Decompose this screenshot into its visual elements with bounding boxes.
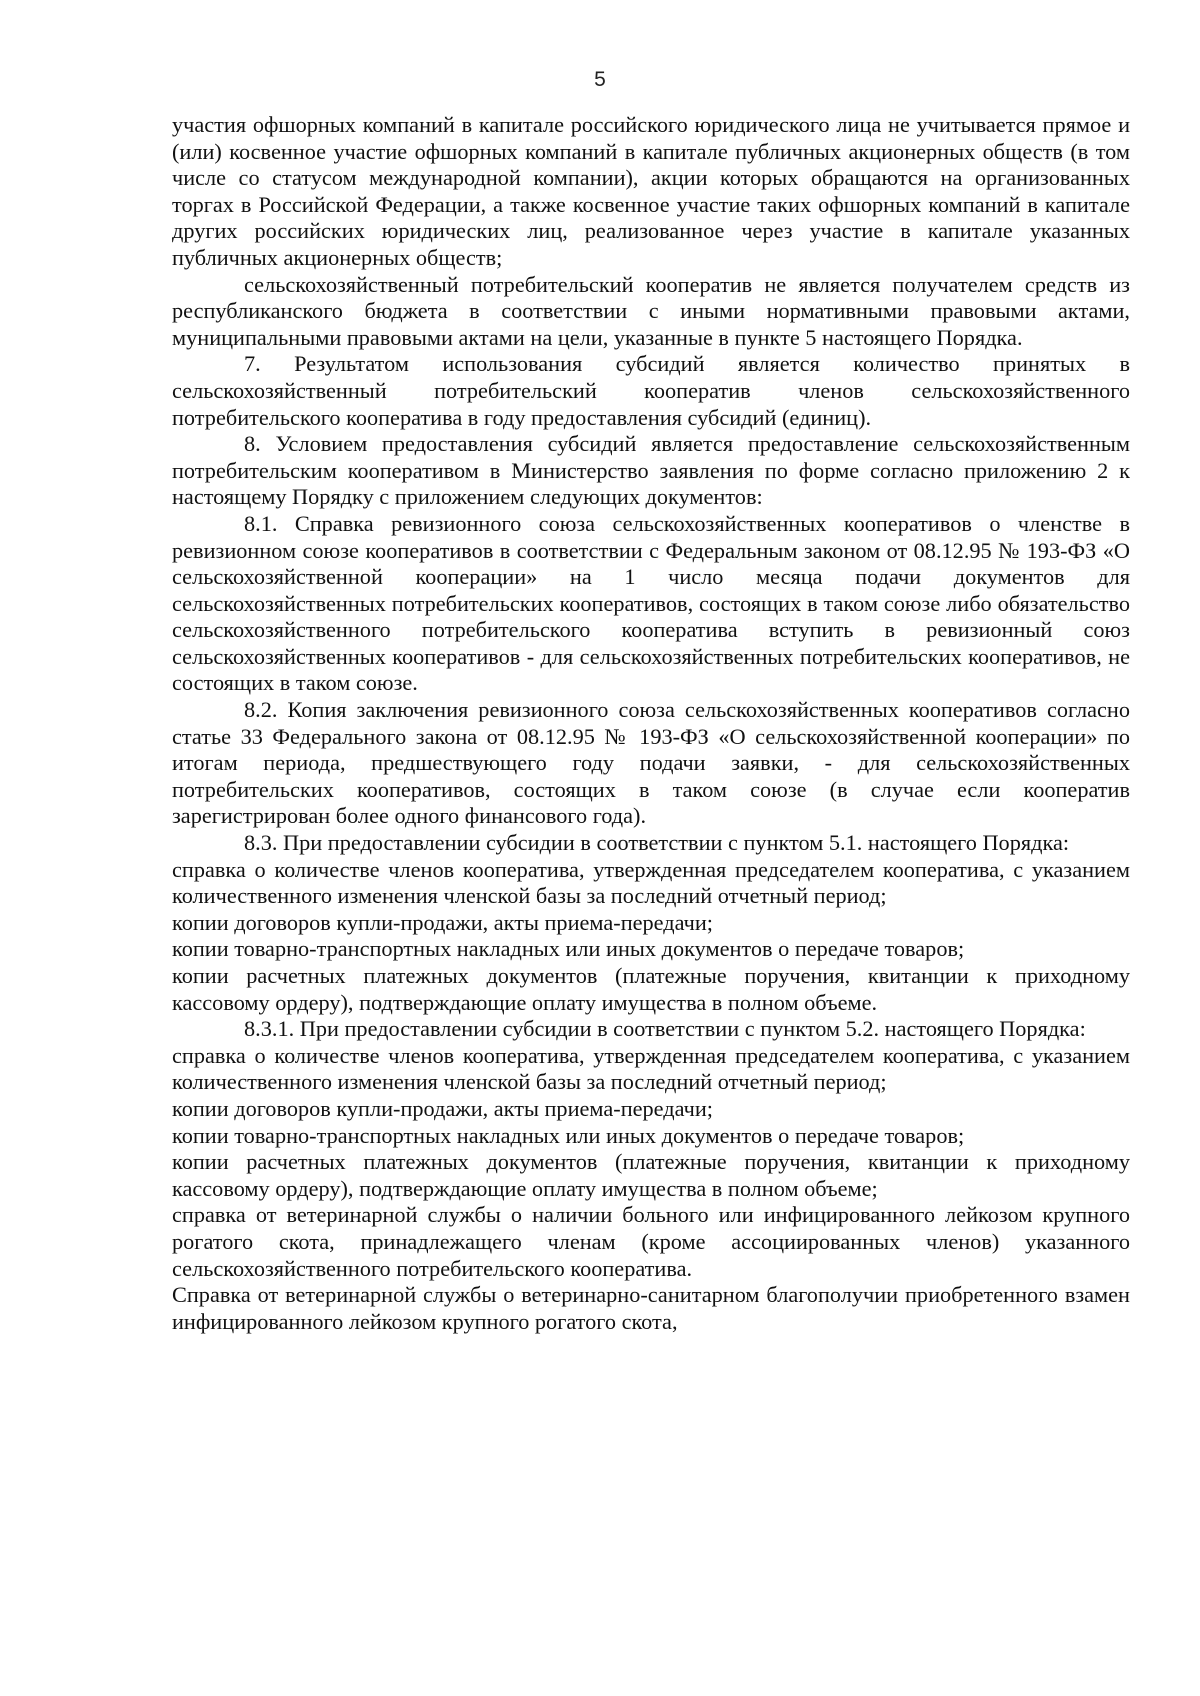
list-item-waybills: копии товарно-транспортных накладных или иных документов о передаче товаров; xyxy=(172,936,965,962)
paragraph-item-8-1: 8.1. Справка ревизионного союза сельскохозяйственных кооперативов о членстве в ревизионном союзе кооперативов в соответствии с Федеральным законом от 08.12.95 № 193-ФЗ «О сельскохозяйственной кооперации» на 1 число месяца подачи документов для сельскохозяйственных потребительских кооперативов, состоящих в таком союзе либо обязательство сельскохозяйственного потребительского кооператива вступить в ревизионный союз сельскохозяйственных кооперативов - для сельскохозяйственных потребительских кооперативов, не состоящих в таком союзе. xyxy=(172,510,1130,696)
list-item-sale-contracts: копии договоров купли-продажи, акты приема-передачи; xyxy=(172,909,713,935)
paragraph-offshore-participation: участия офшорных компаний в капитале российского юридического лица не учитывается прямое и (или) косвенное участие офшорных компаний в капитале публичных акционерных обществ (в том числе со статусом международной компании), акции которых обращаются на организованных торгах в Российской Федерации, а также косвенное участие таких офшорных компаний в капитале других российских юридических лиц, реализованное через участие в капитале указанных публичных акционерных обществ; xyxy=(172,112,1130,270)
page-number: 5 xyxy=(594,68,606,91)
list-item-veterinary-sanitary-certificate: Справка от ветеринарной службы о ветеринарно-санитарном благополучии приобретенного взамен инфицированного лейкозом крупного рогатого скота, xyxy=(172,1282,1130,1334)
list-item-members-certificate-2: справка о количестве членов кооператива, утвержденная председателем кооператива, с указанием количественного изменения членской базы за последний отчетный период; xyxy=(172,1042,1130,1095)
list-item-veterinary-leukosis-certificate: справка от ветеринарной службы о наличии больного или инфицированного лейкозом крупного рогатого скота, принадлежащего членам (кроме ассоциированных членов) указанного сельскохозяйственного потребительского кооператива. xyxy=(172,1202,1130,1281)
paragraph-item-8-3-1: 8.3.1. При предоставлении субсидии в соответствии с пунктом 5.2. настоящего Порядка: xyxy=(244,1016,1086,1042)
list-item-payment-documents-2: копии расчетных платежных документов (платежные поручения, квитанции к приходному кассовому ордеру), подтверждающие оплату имущества в полном объеме; xyxy=(172,1149,1130,1201)
paragraph-item-7: 7. Результатом использования субсидий является количество принятых в сельскохозяйственный потребительский кооператив членов сельскохозяйственного потребительского кооператива в году предоставления субсидий (единиц). xyxy=(172,351,1130,430)
list-item-members-certificate: справка о количестве членов кооператива, утвержденная председателем кооператива, с указанием количественного изменения членской базы за последний отчетный период; xyxy=(172,856,1130,909)
list-item-sale-contracts-2: копии договоров купли-продажи, акты приема-передачи; xyxy=(172,1095,713,1121)
paragraph-item-8-3: 8.3. При предоставлении субсидии в соответствии с пунктом 5.1. настоящего Порядка: xyxy=(244,830,1070,856)
paragraph-not-budget-recipient: сельскохозяйственный потребительский кооператив не является получателем средств из республиканского бюджета в соответствии с иными нормативными правовыми актами, муниципальными правовыми актами на цели, указанные в пункте 5 настоящего Порядка. xyxy=(172,271,1130,350)
list-item-payment-documents: копии расчетных платежных документов (платежные поручения, квитанции к приходному кассовому ордеру), подтверждающие оплату имущества в полном объеме. xyxy=(172,963,1130,1015)
list-item-waybills-2: копии товарно-транспортных накладных или иных документов о передаче товаров; xyxy=(172,1122,965,1148)
paragraph-item-8-2: 8.2. Копия заключения ревизионного союза сельскохозяйственных кооперативов согласно статье 33 Федерального закона от 08.12.95 № 193-ФЗ «О сельскохозяйственной кооперации» по итогам периода, предшествующего году подачи заявки, - для сельскохозяйственных потребительских кооперативов, состоящих в таком союзе (в случае если кооператив зарегистрирован более одного финансового года). xyxy=(172,697,1130,829)
document-body xyxy=(172,112,1130,1335)
paragraph-item-8: 8. Условием предоставления субсидий является предоставление сельскохозяйственным потребительским кооперативом в Министерство заявления по форме согласно приложению 2 к настоящему Порядку с приложением следующих документов: xyxy=(172,431,1130,510)
